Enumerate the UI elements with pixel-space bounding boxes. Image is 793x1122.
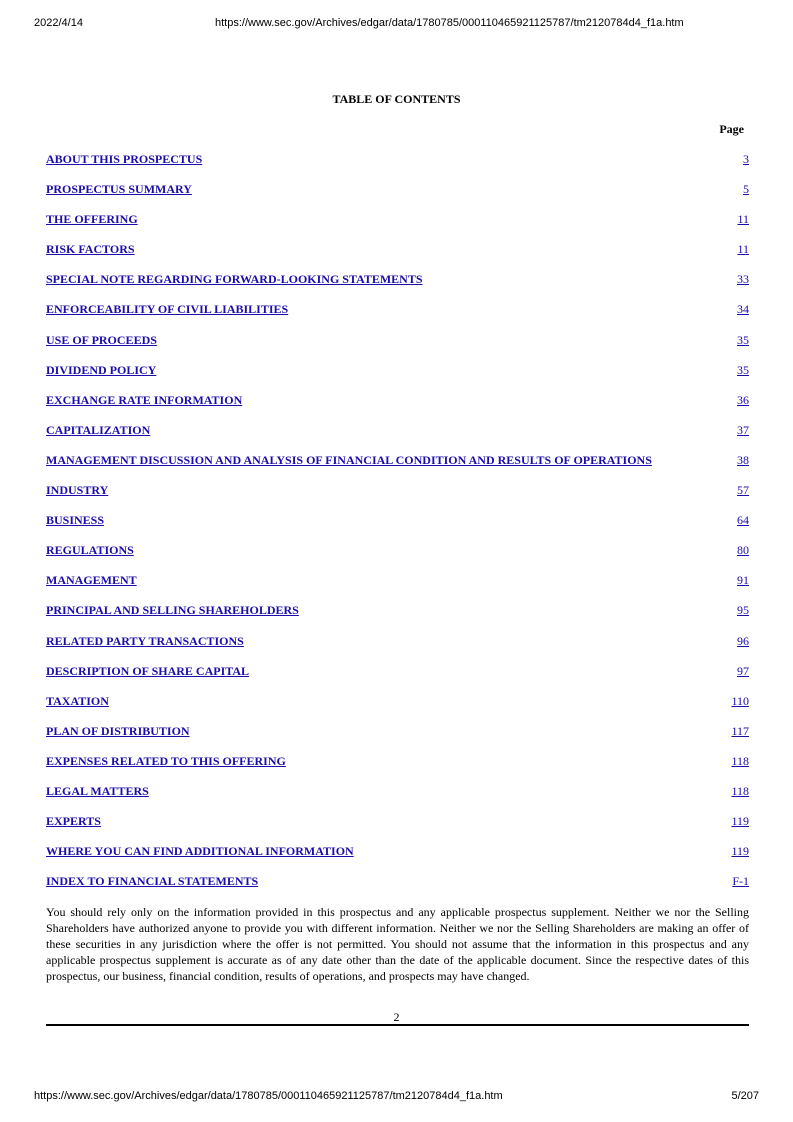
toc-row [46,265,749,295]
toc-row [46,386,749,416]
toc-row [46,747,749,777]
toc-page-link[interactable]: 97 [737,663,749,678]
toc-row [46,867,749,897]
toc-page-link[interactable]: 91 [737,573,749,588]
toc-page-link[interactable]: 110 [731,693,749,708]
toc-entry-link[interactable]: EXPENSES RELATED TO THIS OFFERING [46,753,286,768]
toc-page-link[interactable]: 119 [731,844,749,859]
toc-page-link[interactable]: 3 [743,152,749,166]
toc-row [46,657,749,687]
toc-page-link[interactable]: 80 [737,543,749,558]
print-header-url: https://www.sec.gov/Archives/edgar/data/1780785/000110465921125787/tm2120784d4_f1a.htm [215,17,684,29]
toc-entry-link[interactable]: DIVIDEND POLICY [46,362,157,377]
toc-entry-link[interactable]: TAXATION [46,693,109,708]
toc-row [46,175,749,205]
page-column-header: Page [719,122,744,136]
toc-page-link[interactable]: 117 [731,723,749,738]
toc-list [46,145,749,897]
toc-row [46,837,749,867]
toc-page-link[interactable]: 33 [737,272,749,287]
toc-row [46,356,749,386]
disclaimer-paragraph: You should rely only on the information provided in this prospectus and any applicable prospectus supplement. Neither we nor the Selling Shareholders have authorized anyone to provide you with different information. Neither we nor the Selling Shareholders are making an offer of these securities in any jurisdiction where the offer is not permitted. You should not assume that the information in this prospectus and any applicable prospectus supplement is accurate as of any date other than the date of the applicable document. Since the respective dates of this prospectus, our business, financial condition, results of operations, and prospects may have changed. [46,905,749,983]
toc-row [46,596,749,626]
page-number: 2 [393,1010,400,1024]
toc-page-link[interactable]: 35 [737,362,749,377]
toc-entry-link[interactable]: PRINCIPAL AND SELLING SHAREHOLDERS [46,603,299,618]
toc-entry-link[interactable]: EXPERTS [46,814,101,829]
toc-page-link[interactable]: 118 [731,753,749,768]
toc-entry-link[interactable]: RISK FACTORS [46,242,135,257]
toc-page-link[interactable]: 35 [737,332,749,347]
toc-row [46,566,749,596]
toc-entry-link[interactable]: INDUSTRY [46,483,109,498]
print-date: 2022/4/14 [34,17,83,29]
toc-entry-link[interactable]: USE OF PROCEEDS [46,332,157,347]
toc-entry-link[interactable]: RELATED PARTY TRANSACTIONS [46,633,244,648]
toc-entry-link[interactable]: PLAN OF DISTRIBUTION [46,723,190,738]
toc-page-link[interactable]: 95 [737,603,749,618]
toc-entry-link[interactable]: CAPITALIZATION [46,422,151,437]
toc-entry-link[interactable]: SPECIAL NOTE REGARDING FORWARD-LOOKING STATEMENTS [46,272,423,287]
toc-entry-link[interactable]: MANAGEMENT DISCUSSION AND ANALYSIS OF FINANCIAL CONDITION AND RESULTS OF OPERATIONS [46,452,652,467]
toc-row [46,235,749,265]
toc-row [46,627,749,657]
toc-entry-link[interactable]: THE OFFERING [46,212,138,227]
toc-page-link[interactable]: 118 [731,783,749,798]
toc-row [46,145,749,175]
toc-row [46,326,749,356]
toc-entry-link[interactable]: ENFORCEABILITY OF CIVIL LIABILITIES [46,302,289,317]
toc-row [46,205,749,235]
toc-title: TABLE OF CONTENTS [332,92,461,106]
page-divider [46,1024,749,1026]
toc-entry-link[interactable]: BUSINESS [46,513,105,528]
toc-row [46,295,749,325]
print-footer-url: https://www.sec.gov/Archives/edgar/data/1780785/000110465921125787/tm2120784d4_f1a.htm [34,1090,503,1102]
toc-row [46,687,749,717]
toc-entry-link[interactable]: REGULATIONS [46,543,134,558]
toc-page-link[interactable]: 37 [737,422,749,437]
toc-page-link[interactable]: 36 [737,392,749,407]
toc-row [46,536,749,566]
toc-row [46,807,749,837]
toc-page-link[interactable]: 11 [737,242,749,257]
toc-entry-link[interactable]: LEGAL MATTERS [46,783,149,798]
toc-entry-link[interactable]: WHERE YOU CAN FIND ADDITIONAL INFORMATION [46,844,354,859]
toc-row [46,777,749,807]
print-page-indicator: 5/207 [731,1090,759,1102]
toc-page-link[interactable]: 119 [731,814,749,829]
toc-row [46,446,749,476]
toc-entry-link[interactable]: PROSPECTUS SUMMARY [46,182,192,197]
toc-page-link[interactable]: 11 [737,212,749,227]
toc-entry-link[interactable]: EXCHANGE RATE INFORMATION [46,392,243,407]
toc-row [46,416,749,446]
toc-page-link[interactable]: 38 [737,452,749,467]
toc-entry-link[interactable]: ABOUT THIS PROSPECTUS [46,152,203,166]
toc-page-link[interactable]: 96 [737,633,749,648]
toc-page-link[interactable]: 5 [743,182,749,197]
toc-page-link[interactable]: 57 [737,483,749,498]
toc-page-link[interactable]: F-1 [732,874,749,889]
toc-page-link[interactable]: 64 [737,513,749,528]
toc-entry-link[interactable]: DESCRIPTION OF SHARE CAPITAL [46,663,250,678]
toc-entry-link[interactable]: INDEX TO FINANCIAL STATEMENTS [46,874,259,889]
toc-row [46,476,749,506]
toc-row [46,506,749,536]
toc-page-link[interactable]: 34 [737,302,749,317]
toc-row [46,717,749,747]
toc-entry-link[interactable]: MANAGEMENT [46,573,137,588]
